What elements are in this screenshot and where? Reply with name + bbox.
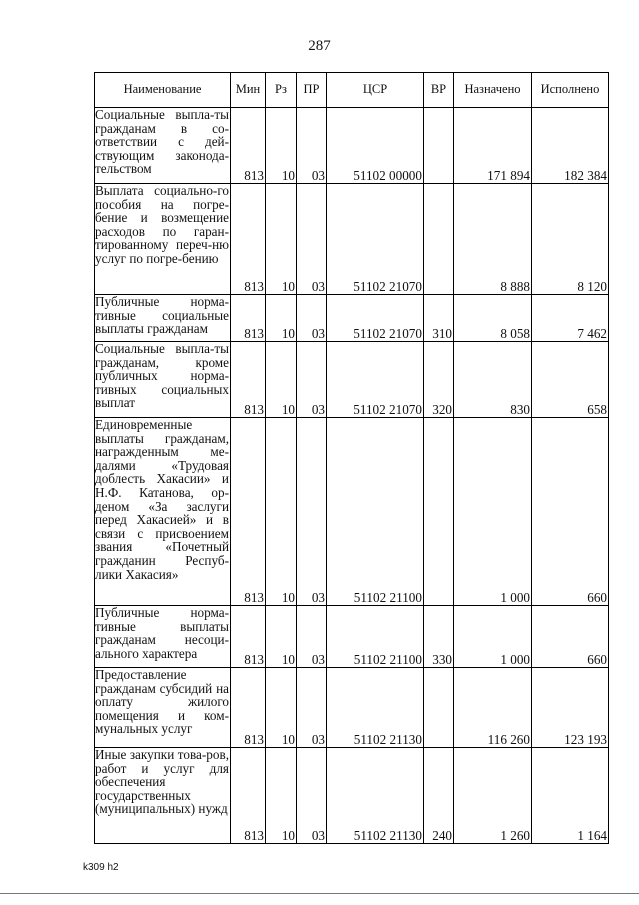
footer-code: k309 h2 bbox=[83, 862, 119, 873]
row-executed: 123 193 bbox=[532, 668, 609, 748]
row-csr: 51102 21100 bbox=[327, 606, 424, 668]
table-row bbox=[95, 184, 609, 295]
row-executed: 182 384 bbox=[532, 108, 609, 184]
row-assigned: 1 000 bbox=[454, 418, 532, 606]
row-pr: 03 bbox=[297, 184, 327, 295]
row-pr: 03 bbox=[297, 342, 327, 418]
row-name: Единовременные выплаты гражданам, награжденным ме-далями «Трудовая доблесть Хакасии» и Н.Ф. Катанова, ор-деном «За заслуги перед Хакасией» и в связи с присвоением звания «Почетный гражданин Респуб-лики Хакасия» bbox=[95, 418, 231, 606]
row-vr bbox=[424, 668, 454, 748]
row-vr bbox=[424, 184, 454, 295]
row-csr: 51102 00000 bbox=[327, 108, 424, 184]
row-pr: 03 bbox=[297, 418, 327, 606]
row-pr: 03 bbox=[297, 668, 327, 748]
row-rz: 10 bbox=[266, 748, 297, 844]
row-rz: 10 bbox=[266, 295, 297, 342]
row-name: Выплата социально-го пособия на погре-бение и возмещение расходов по гаран-тированному переч-ню услуг по погре-бению bbox=[95, 184, 231, 295]
row-rz: 10 bbox=[266, 668, 297, 748]
row-csr: 51102 21070 bbox=[327, 184, 424, 295]
row-rz: 10 bbox=[266, 342, 297, 418]
row-assigned: 830 bbox=[454, 342, 532, 418]
row-min: 813 bbox=[231, 342, 266, 418]
row-rz: 10 bbox=[266, 108, 297, 184]
row-csr: 51102 21130 bbox=[327, 668, 424, 748]
row-vr: 320 bbox=[424, 342, 454, 418]
row-name: Предоставление гражданам субсидий на оплату жилого помещения и ком-мунальных услуг bbox=[95, 668, 231, 748]
row-csr: 51102 21070 bbox=[327, 342, 424, 418]
row-vr bbox=[424, 418, 454, 606]
row-pr: 03 bbox=[297, 108, 327, 184]
table-header-row bbox=[95, 73, 609, 108]
row-min: 813 bbox=[231, 668, 266, 748]
table-row bbox=[95, 295, 609, 342]
row-min: 813 bbox=[231, 184, 266, 295]
row-name: Социальные выпла-ты гражданам, кроме публичных норма-тивных социальных выплат bbox=[95, 342, 231, 418]
bottom-divider bbox=[0, 893, 639, 894]
row-vr: 240 bbox=[424, 748, 454, 844]
table-row bbox=[95, 606, 609, 668]
row-min: 813 bbox=[231, 748, 266, 844]
row-vr: 310 bbox=[424, 295, 454, 342]
row-assigned: 1 000 bbox=[454, 606, 532, 668]
row-vr bbox=[424, 108, 454, 184]
header-min: Мин bbox=[231, 73, 266, 108]
row-name: Публичные норма-тивные социальные выплаты гражданам bbox=[95, 295, 231, 342]
row-assigned: 8 888 bbox=[454, 184, 532, 295]
row-pr: 03 bbox=[297, 295, 327, 342]
row-csr: 51102 21130 bbox=[327, 748, 424, 844]
row-executed: 658 bbox=[532, 342, 609, 418]
row-executed: 8 120 bbox=[532, 184, 609, 295]
header-rz: Рз bbox=[266, 73, 297, 108]
budget-table bbox=[94, 72, 609, 844]
header-name: Наименование bbox=[95, 73, 231, 108]
header-executed: Исполнено bbox=[532, 73, 609, 108]
row-min: 813 bbox=[231, 295, 266, 342]
row-min: 813 bbox=[231, 418, 266, 606]
header-vr: ВР bbox=[424, 73, 454, 108]
row-name: Социальные выпла-ты гражданам в со-ответствии с дей-ствующим законода-тельством bbox=[95, 108, 231, 184]
header-csr: ЦСР bbox=[327, 73, 424, 108]
table-row bbox=[95, 748, 609, 844]
row-csr: 51102 21070 bbox=[327, 295, 424, 342]
page-number: 287 bbox=[308, 38, 331, 54]
table-row bbox=[95, 108, 609, 184]
row-executed: 1 164 bbox=[532, 748, 609, 844]
row-rz: 10 bbox=[266, 418, 297, 606]
table-row bbox=[95, 342, 609, 418]
table-row bbox=[95, 668, 609, 748]
row-assigned: 1 260 bbox=[454, 748, 532, 844]
row-min: 813 bbox=[231, 108, 266, 184]
row-executed: 7 462 bbox=[532, 295, 609, 342]
row-pr: 03 bbox=[297, 748, 327, 844]
table-row bbox=[95, 418, 609, 606]
row-rz: 10 bbox=[266, 606, 297, 668]
row-vr: 330 bbox=[424, 606, 454, 668]
header-assigned: Назначено bbox=[454, 73, 532, 108]
row-min: 813 bbox=[231, 606, 266, 668]
row-name: Иные закупки това-ров, работ и услуг для обеспечения государственных (муниципальных) нужд bbox=[95, 748, 231, 844]
row-executed: 660 bbox=[532, 418, 609, 606]
row-executed: 660 bbox=[532, 606, 609, 668]
row-assigned: 116 260 bbox=[454, 668, 532, 748]
header-pr: ПР bbox=[297, 73, 327, 108]
row-assigned: 171 894 bbox=[454, 108, 532, 184]
row-name: Публичные норма-тивные выплаты гражданам несоци-ального характера bbox=[95, 606, 231, 668]
row-rz: 10 bbox=[266, 184, 297, 295]
row-csr: 51102 21100 bbox=[327, 418, 424, 606]
row-assigned: 8 058 bbox=[454, 295, 532, 342]
row-pr: 03 bbox=[297, 606, 327, 668]
